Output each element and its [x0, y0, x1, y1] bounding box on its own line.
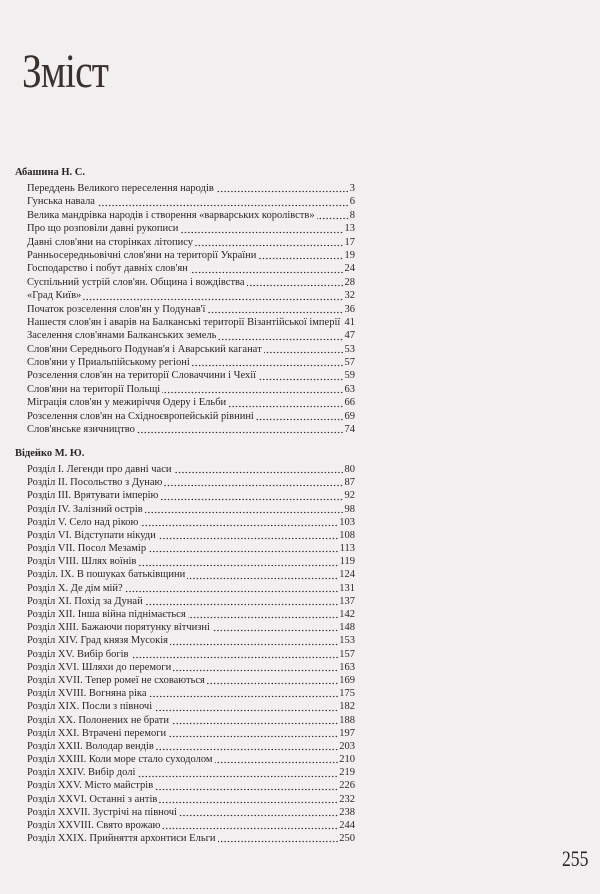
toc-entry[interactable] — [15, 542, 355, 555]
toc-entry[interactable] — [15, 489, 355, 502]
toc-entry[interactable] — [15, 648, 355, 661]
leader-dots — [258, 372, 343, 381]
entry-title: Розділ XVIII. Вогняна ріка — [27, 688, 147, 700]
leader-dots — [264, 345, 344, 354]
toc-entry[interactable] — [15, 634, 355, 647]
leader-dots — [218, 834, 339, 843]
toc-section-videiko — [15, 447, 355, 845]
entry-title: Розселення слов'ян на території Словаччини і Чехії — [27, 370, 257, 382]
entry-title: Розділ XIX. Посли з півночі — [27, 701, 153, 713]
entry-title: Заселення слов'янами Балканських земель — [27, 330, 217, 342]
leader-dots — [164, 478, 343, 487]
entry-page: 157 — [339, 648, 355, 660]
entry-page: 175 — [339, 688, 355, 700]
toc-entry[interactable] — [15, 608, 355, 621]
toc-entry[interactable] — [15, 582, 355, 595]
entry-title: Переддень Великого переселення народів — [27, 182, 214, 194]
leader-dots — [170, 637, 338, 646]
entry-page: 182 — [339, 701, 355, 713]
entry-title: Розділ XXIX. Прийняття архонтиси Ельги — [27, 833, 216, 845]
entry-title: Давні слов'яни на сторінках літопису — [27, 236, 194, 248]
toc-entry[interactable] — [15, 316, 355, 329]
toc-entry[interactable] — [15, 369, 355, 382]
toc-entry[interactable] — [15, 753, 355, 766]
toc-entry[interactable] — [15, 687, 355, 700]
entry-page: 32 — [344, 290, 355, 302]
leader-dots — [187, 571, 338, 580]
entry-page: 24 — [344, 263, 355, 275]
entry-page: 17 — [344, 236, 355, 248]
entry-page: 80 — [344, 463, 355, 475]
toc-entry[interactable] — [15, 356, 355, 369]
leader-dots — [174, 465, 344, 474]
leader-dots — [145, 597, 339, 606]
leader-dots — [179, 808, 338, 817]
leader-dots — [212, 623, 338, 632]
entry-page: 226 — [339, 780, 355, 792]
toc-entry[interactable] — [15, 289, 355, 302]
toc-entry[interactable] — [15, 182, 355, 195]
entry-page: 108 — [339, 529, 355, 541]
entry-page: 113 — [339, 543, 355, 555]
entry-title: Розділ ІІ. Посольство з Дунаю — [27, 477, 163, 489]
entry-page: 13 — [344, 223, 355, 235]
entry-page: 197 — [339, 727, 355, 739]
entry-title: Розділ XXV. Місто майстрів — [27, 780, 154, 792]
toc-entry[interactable] — [15, 529, 355, 542]
entry-title: Розділ XXIII. Коли море стало суходолом — [27, 754, 213, 766]
leader-dots — [131, 650, 339, 659]
entry-title: Розділ XIV. Град князя Мусокія — [27, 635, 168, 647]
leader-dots — [168, 729, 338, 738]
entry-page: 119 — [339, 556, 355, 568]
entry-title: Міграція слов'ян у межиріччя Одеру і Ельби — [27, 397, 227, 409]
entry-title: Розділ VII. Посол Мезамір — [27, 543, 147, 555]
entry-title: Розділ XIII. Бажаючи порятунку вітчизні — [27, 622, 210, 634]
entry-page: 124 — [339, 569, 355, 581]
entry-page: 19 — [344, 249, 355, 261]
leader-dots — [162, 385, 343, 394]
leader-dots — [173, 663, 338, 672]
entry-page: 8 — [349, 209, 355, 221]
entry-title: Суспільний устрій слов'ян. Община і вождівства — [27, 276, 245, 288]
toc-entry[interactable] — [15, 569, 355, 582]
leader-dots — [216, 184, 349, 193]
toc-entry[interactable] — [15, 329, 355, 342]
leader-dots — [140, 518, 338, 527]
leader-dots — [97, 198, 349, 207]
entry-title: Слов'яни на території Польщі — [27, 383, 161, 395]
leader-dots — [160, 492, 343, 501]
toc-entry[interactable] — [15, 236, 355, 249]
toc-entry[interactable] — [15, 463, 355, 476]
toc-entry[interactable] — [15, 674, 355, 687]
leader-dots — [207, 305, 343, 314]
entry-title: Розділ XV. Вибір богів — [27, 648, 129, 660]
toc-entry[interactable] — [15, 766, 355, 779]
toc-entry[interactable] — [15, 303, 355, 316]
entry-page: 57 — [344, 357, 355, 369]
leader-dots — [125, 584, 339, 593]
toc-entries — [15, 182, 355, 436]
leader-dots — [137, 769, 338, 778]
entry-title: Розділ XII. Інша війна піднімається — [27, 609, 186, 621]
section-author: Абашина Н. С. — [15, 167, 86, 178]
entry-page: 203 — [339, 740, 355, 752]
entry-title: Розділ VIII. Шлях воїнів — [27, 556, 137, 568]
leader-dots — [171, 716, 338, 725]
toc-entry[interactable] — [15, 383, 355, 396]
toc-entry[interactable] — [15, 793, 355, 806]
entry-title: Слов'яни Середнього Подунав'я і Аварський каганат — [27, 343, 262, 355]
leader-dots — [138, 558, 338, 567]
entry-title: Розділ ІІІ. Врятувати імперію — [27, 490, 159, 502]
toc-entry[interactable] — [15, 819, 355, 832]
entry-page: 59 — [344, 370, 355, 382]
entry-page: 103 — [339, 516, 355, 528]
entry-title: Розділ X. Де дім мій? — [27, 582, 123, 594]
entry-page: 153 — [339, 635, 355, 647]
entry-page: 232 — [339, 793, 355, 805]
entry-title: Розділ IV. Залізний острів — [27, 503, 143, 515]
entry-page: 87 — [344, 477, 355, 489]
leader-dots — [162, 821, 338, 830]
leader-dots — [137, 425, 344, 434]
entry-page: 6 — [349, 196, 355, 208]
toc-entry[interactable] — [15, 714, 355, 727]
toc-entry[interactable] — [15, 396, 355, 409]
entry-page: 98 — [344, 503, 355, 515]
toc-section-abashyna — [15, 166, 355, 436]
entry-page: 69 — [344, 410, 355, 422]
leader-dots — [258, 251, 343, 260]
toc-entries — [15, 463, 355, 845]
entry-title: Розділ XXVII. Зустрічі на півночі — [27, 806, 177, 818]
section-author: Відейко М. Ю. — [15, 448, 85, 459]
leader-dots — [207, 676, 338, 685]
entry-title: Розділ XX. Полонених не брати — [27, 714, 169, 726]
entry-title: Слов'яни у Приальпійському регіоні — [27, 357, 190, 369]
entry-title: Нашестя слов'ян і аварів на Балканські території Візантійської імперії — [27, 316, 341, 328]
entry-page: 41 — [344, 316, 355, 328]
entry-page: 142 — [339, 609, 355, 621]
entry-page: 238 — [339, 806, 355, 818]
toc-entry[interactable] — [15, 832, 355, 845]
leader-dots — [154, 703, 338, 712]
leader-dots — [342, 318, 343, 327]
entry-page: 244 — [339, 820, 355, 832]
leader-dots — [256, 412, 344, 421]
toc-entry[interactable] — [15, 700, 355, 713]
entry-page: 28 — [344, 276, 355, 288]
entry-title: Розділ V. Село над рікою — [27, 516, 139, 528]
entry-title: Розділ XVII. Тепер ромеї не сховаються — [27, 674, 205, 686]
leader-dots — [317, 211, 349, 220]
toc-entry[interactable] — [15, 503, 355, 516]
page-number: 255 — [562, 846, 589, 871]
toc-entry[interactable] — [15, 806, 355, 819]
leader-dots — [190, 265, 344, 274]
entry-page: 63 — [344, 383, 355, 395]
entry-title: Господарство і побут давніх слов'ян — [27, 263, 188, 275]
leader-dots — [247, 278, 344, 287]
leader-dots — [215, 755, 339, 764]
entry-title: Розділ XXVI. Останні з антів — [27, 793, 158, 805]
toc-entry[interactable] — [15, 780, 355, 793]
leader-dots — [149, 689, 339, 698]
entry-page: 74 — [344, 424, 355, 436]
leader-dots — [180, 225, 343, 234]
entry-page: 219 — [339, 767, 355, 779]
entry-page: 148 — [339, 622, 355, 634]
entry-title: Розділ XXIV. Вибір долі — [27, 767, 136, 779]
toc-entry[interactable] — [15, 516, 355, 529]
entry-page: 169 — [339, 674, 355, 686]
leader-dots — [156, 742, 338, 751]
entry-title: Розселення слов'ян на Східноєвропейській рівнині — [27, 410, 254, 422]
leader-dots — [195, 238, 343, 247]
entry-title: Розділ. IX. В пошуках батьківщини — [27, 569, 186, 581]
toc-entry[interactable] — [15, 249, 355, 262]
toc-entry[interactable] — [15, 195, 355, 208]
entry-title: Розділ XI. Похід за Дунай — [27, 595, 143, 607]
toc-entry[interactable] — [15, 555, 355, 568]
entry-title: Розділ XXI. Втрачені перемоги — [27, 727, 167, 739]
page-title: Зміст — [22, 45, 109, 98]
toc-entry[interactable] — [15, 343, 355, 356]
entry-title: Гунська навала — [27, 196, 95, 208]
entry-page: 66 — [344, 397, 355, 409]
entry-page: 210 — [339, 754, 355, 766]
leader-dots — [192, 358, 344, 367]
leader-dots — [188, 610, 339, 619]
entry-title: Про що розповіли давні рукописи — [27, 223, 179, 235]
leader-dots — [218, 332, 343, 341]
leader-dots — [148, 544, 339, 553]
leader-dots — [159, 795, 338, 804]
entry-page: 92 — [344, 490, 355, 502]
entry-title: Слов'янське язичництво — [27, 424, 135, 436]
toc-entry[interactable] — [15, 222, 355, 235]
entry-page: 47 — [344, 330, 355, 342]
entry-title: Розділ XVI. Шляхи до перемоги — [27, 661, 172, 673]
entry-page: 137 — [339, 595, 355, 607]
entry-title: «Град Київ» — [27, 290, 82, 302]
entry-title: Розділ XXVIII. Свято врожаю — [27, 820, 161, 832]
toc-entry[interactable] — [15, 621, 355, 634]
entry-title: Розділ І. Легенди про давні часи — [27, 463, 172, 475]
toc-entry[interactable] — [15, 476, 355, 489]
entry-title: Велика мандрівка народів і створення «варварських королівств» — [27, 209, 315, 221]
entry-page: 53 — [344, 343, 355, 355]
leader-dots — [158, 531, 339, 540]
entry-page: 250 — [339, 833, 355, 845]
leader-dots — [83, 292, 343, 301]
entry-page: 3 — [349, 182, 355, 194]
toc-entry[interactable] — [15, 661, 355, 674]
entry-page: 188 — [339, 714, 355, 726]
toc-entry[interactable] — [15, 595, 355, 608]
entry-page: 131 — [339, 582, 355, 594]
toc-entry[interactable] — [15, 262, 355, 275]
leader-dots — [145, 505, 344, 514]
entry-title: Початок розселення слов'ян у Подунав'ї — [27, 303, 206, 315]
toc-entry[interactable] — [15, 423, 355, 436]
entry-title: Розділ VI. Відступати нікуди — [27, 529, 156, 541]
toc-entry[interactable] — [15, 410, 355, 423]
toc-entry[interactable] — [15, 740, 355, 753]
toc-entry[interactable] — [15, 276, 355, 289]
leader-dots — [228, 399, 343, 408]
toc-entry[interactable] — [15, 209, 355, 222]
entry-title: Розділ XXII. Володар вендів — [27, 740, 154, 752]
toc-entry[interactable] — [15, 727, 355, 740]
entry-page: 36 — [344, 303, 355, 315]
entry-title: Ранньосередньовічні слов'яни на території України — [27, 249, 257, 261]
entry-page: 163 — [339, 661, 355, 673]
leader-dots — [155, 782, 338, 791]
